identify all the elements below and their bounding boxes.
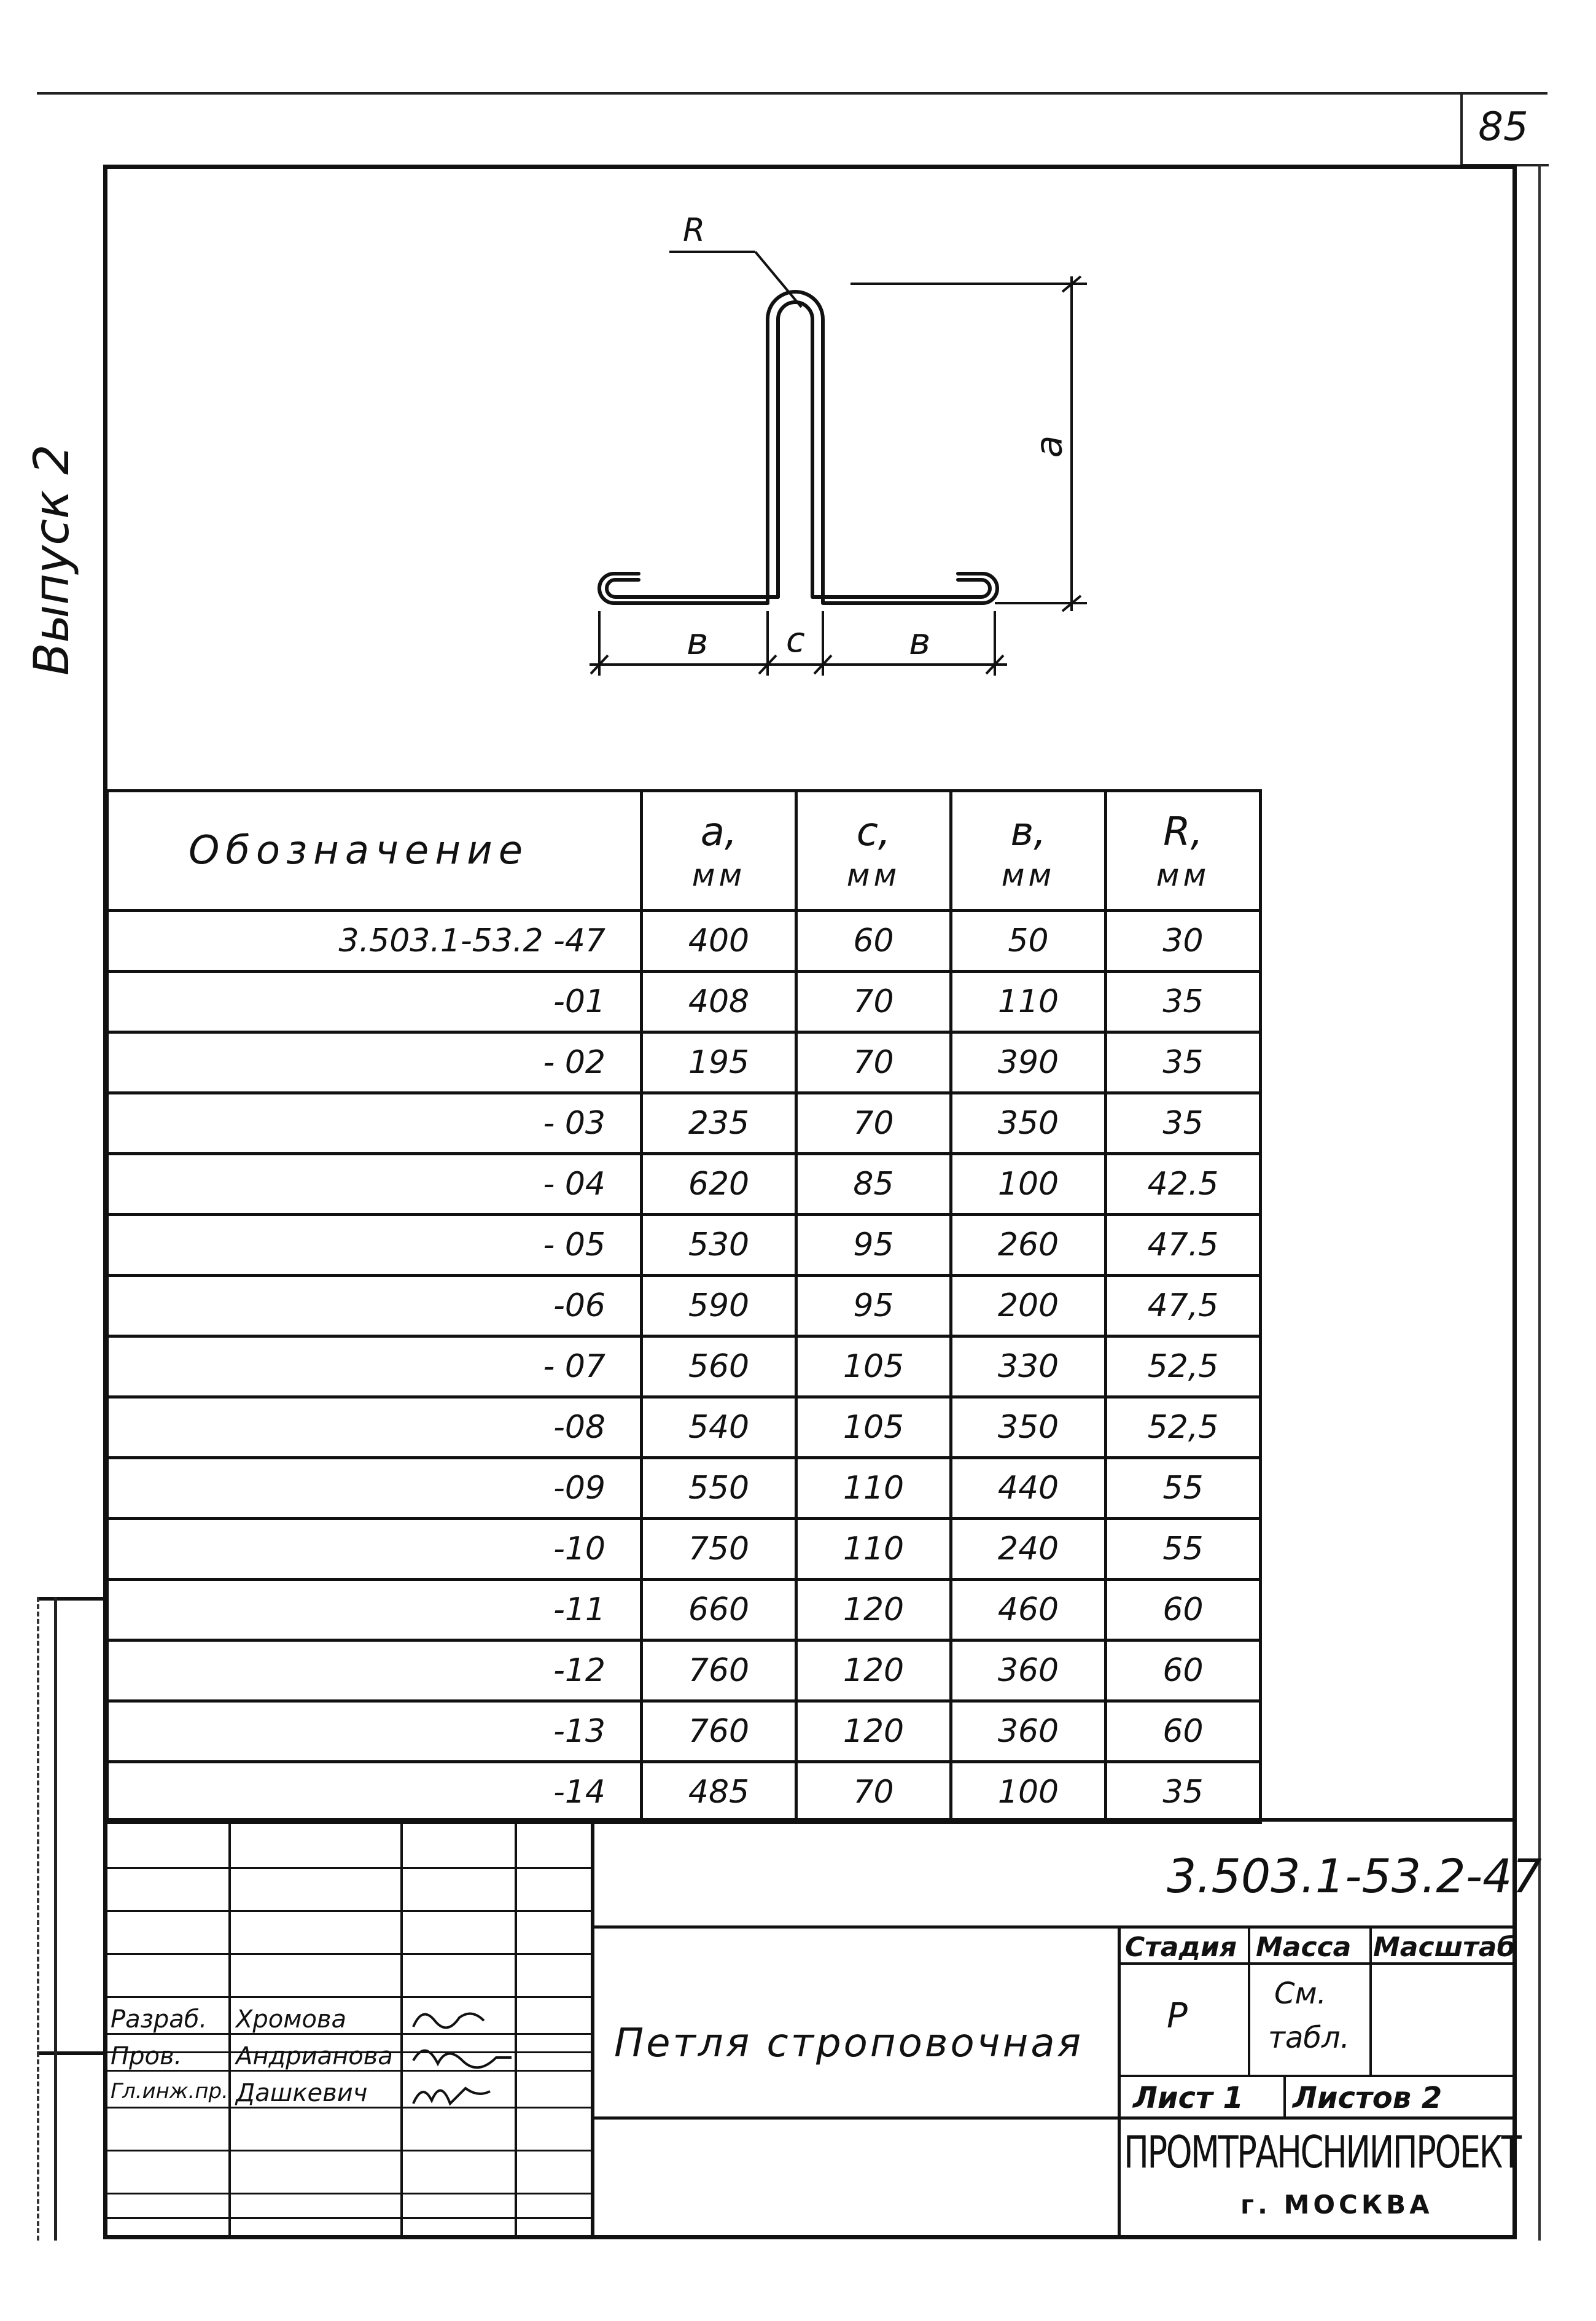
doc-code: 3.503.1-53.2-47 — [1167, 1849, 1542, 1903]
stage-value: Р — [1167, 1996, 1188, 2036]
cell-b: 390 — [951, 1032, 1106, 1093]
cell-designation: - 04 — [107, 1154, 642, 1215]
mass-value-line2: табл. — [1268, 2021, 1350, 2055]
header-b: в, мм — [951, 791, 1106, 911]
cell-designation: - 03 — [107, 1093, 642, 1154]
org-name: ПРОМТРАНСНИИПРОЕКТ — [1124, 2126, 1520, 2178]
cell-r: 55 — [1106, 1519, 1261, 1580]
cell-a: 550 — [642, 1458, 796, 1519]
cell-a: 530 — [642, 1215, 796, 1276]
cell-b: 100 — [951, 1762, 1106, 1823]
table-header-row — [107, 791, 1261, 911]
cell-b: 110 — [951, 972, 1106, 1032]
cell-r: 60 — [1106, 1580, 1261, 1640]
cell-c: 120 — [796, 1640, 951, 1701]
cell-a: 620 — [642, 1154, 796, 1215]
cell-designation: -10 — [107, 1519, 642, 1580]
sig-grid-line — [106, 1867, 592, 1869]
tb-col-scale — [1369, 1925, 1372, 2076]
signature-scribble — [410, 2002, 515, 2039]
doc-title: Петля строповочная — [614, 2021, 1084, 2066]
signature-name: Хромова — [236, 2005, 346, 2034]
label-leg-right: в — [909, 620, 931, 663]
sig-grid-line — [106, 1996, 592, 1998]
cell-b: 260 — [951, 1215, 1106, 1276]
sig-col-2 — [400, 1818, 403, 2239]
cell-c: 110 — [796, 1458, 951, 1519]
cell-c: 120 — [796, 1580, 951, 1640]
cell-c: 70 — [796, 1093, 951, 1154]
cell-c: 95 — [796, 1215, 951, 1276]
table-row — [107, 1336, 1261, 1397]
cell-b: 100 — [951, 1154, 1106, 1215]
cell-c: 70 — [796, 1032, 951, 1093]
cell-designation: -09 — [107, 1458, 642, 1519]
mass-value-line1: См. — [1274, 1976, 1326, 2011]
cell-a: 760 — [642, 1701, 796, 1762]
cell-b: 360 — [951, 1640, 1106, 1701]
cell-b: 360 — [951, 1701, 1106, 1762]
label-height: a — [1027, 435, 1071, 458]
table-row — [107, 1640, 1261, 1701]
cell-c: 110 — [796, 1519, 951, 1580]
table-row — [107, 1215, 1261, 1276]
cell-designation: - 02 — [107, 1032, 642, 1093]
sig-grid-line — [106, 2217, 592, 2219]
cell-a: 485 — [642, 1762, 796, 1823]
cell-r: 52,5 — [1106, 1397, 1261, 1458]
tb-col-mass — [1248, 1925, 1250, 2076]
table-row — [107, 972, 1261, 1032]
table-row — [107, 911, 1261, 972]
cell-b: 330 — [951, 1336, 1106, 1397]
tb-top-rule — [106, 1818, 1517, 1822]
sig-grid-line — [106, 2193, 592, 2194]
mass-label: Масса — [1256, 1932, 1352, 1963]
cell-r: 30 — [1106, 911, 1261, 972]
cell-designation: - 07 — [107, 1336, 642, 1397]
cell-a: 590 — [642, 1276, 796, 1336]
sig-grid-line — [106, 1953, 592, 1955]
cell-c: 105 — [796, 1397, 951, 1458]
table-row — [107, 1580, 1261, 1640]
cell-r: 35 — [1106, 1032, 1261, 1093]
signature-name: Андрианова — [236, 2042, 393, 2070]
loop-left-foot — [599, 574, 778, 603]
scale-label: Масштаб — [1373, 1932, 1516, 1963]
tb-main-divider — [591, 1818, 594, 2239]
cell-b: 350 — [951, 1093, 1106, 1154]
cell-designation: -01 — [107, 972, 642, 1032]
cell-c: 70 — [796, 972, 951, 1032]
tb-col-sheets — [1283, 2076, 1286, 2116]
signature-role: Пров. — [111, 2042, 182, 2070]
signature-role: Разраб. — [111, 2005, 208, 2034]
sheet-label: Лист 1 — [1133, 2081, 1244, 2115]
cell-r: 35 — [1106, 972, 1261, 1032]
table-row — [107, 1762, 1261, 1823]
cell-b: 50 — [951, 911, 1106, 972]
cell-c: 105 — [796, 1336, 951, 1397]
cell-r: 47,5 — [1106, 1276, 1261, 1336]
cell-r: 52,5 — [1106, 1336, 1261, 1397]
cell-c: 70 — [796, 1762, 951, 1823]
table-row — [107, 1093, 1261, 1154]
cell-c: 85 — [796, 1154, 951, 1215]
binding-strip-top — [37, 1597, 104, 1601]
tb-title-bottom — [591, 2116, 1517, 2120]
cell-b: 460 — [951, 1580, 1106, 1640]
cell-a: 750 — [642, 1519, 796, 1580]
loop-outer-contour — [768, 292, 997, 603]
lifting-loop-drawing — [0, 0, 1596, 798]
cell-designation: -13 — [107, 1701, 642, 1762]
cell-designation: -12 — [107, 1640, 642, 1701]
binding-strip-dashed — [37, 1597, 39, 2241]
header-c: с, мм — [796, 791, 951, 911]
cell-b: 350 — [951, 1397, 1106, 1458]
specification-table — [106, 789, 1262, 1824]
cell-r: 35 — [1106, 1093, 1261, 1154]
cell-r: 35 — [1106, 1762, 1261, 1823]
table-row — [107, 1519, 1261, 1580]
cell-a: 408 — [642, 972, 796, 1032]
sig-col-3 — [515, 1818, 517, 2239]
cell-b: 240 — [951, 1519, 1106, 1580]
cell-designation: 3.503.1-53.2 -47 — [107, 911, 642, 972]
label-leg-left: в — [687, 620, 709, 663]
signature-scribble — [410, 2076, 515, 2113]
cell-r: 60 — [1106, 1640, 1261, 1701]
cell-b: 200 — [951, 1276, 1106, 1336]
table-row — [107, 1458, 1261, 1519]
cell-a: 660 — [642, 1580, 796, 1640]
cell-a: 195 — [642, 1032, 796, 1093]
table-row — [107, 1154, 1261, 1215]
table-row — [107, 1276, 1261, 1336]
signature-name: Дашкевич — [236, 2079, 368, 2107]
sheet-number: 85 — [1478, 104, 1528, 150]
loop-inner-contour — [778, 302, 990, 597]
cell-r: 60 — [1106, 1701, 1261, 1762]
table-row — [107, 1032, 1261, 1093]
sig-grid-line — [106, 1910, 592, 1912]
label-radius: R — [683, 212, 706, 249]
cell-b: 440 — [951, 1458, 1106, 1519]
header-designation: Обозначение — [107, 791, 642, 911]
sheets-label: Листов 2 — [1293, 2081, 1442, 2115]
cell-designation: -08 — [107, 1397, 642, 1458]
cell-c: 95 — [796, 1276, 951, 1336]
cell-a: 760 — [642, 1640, 796, 1701]
table-row — [107, 1397, 1261, 1458]
sig-col-1 — [228, 1818, 231, 2239]
cell-c: 120 — [796, 1701, 951, 1762]
cell-c: 60 — [796, 911, 951, 972]
signature-scribble — [410, 2039, 515, 2076]
signature-role: Гл.инж.пр. — [111, 2079, 228, 2104]
table-row — [107, 1701, 1261, 1762]
cell-designation: - 05 — [107, 1215, 642, 1276]
cell-r: 47.5 — [1106, 1215, 1261, 1276]
cell-designation: -14 — [107, 1762, 642, 1823]
tb-stage-val-bottom — [1118, 2075, 1517, 2077]
stage-label: Стадия — [1125, 1932, 1237, 1963]
header-a: a, мм — [642, 791, 796, 911]
sig-grid-line — [106, 2150, 592, 2151]
cell-a: 540 — [642, 1397, 796, 1458]
cell-designation: -11 — [107, 1580, 642, 1640]
cell-r: 42.5 — [1106, 1154, 1261, 1215]
margin-label: Выпуск 2 — [25, 444, 80, 676]
org-city: г. МОСКВА — [1240, 2190, 1433, 2220]
label-gap: с — [786, 620, 805, 660]
cell-r: 55 — [1106, 1458, 1261, 1519]
tb-code-bottom — [591, 1925, 1517, 1929]
header-r: R, мм — [1106, 791, 1261, 911]
cell-a: 235 — [642, 1093, 796, 1154]
cell-a: 400 — [642, 911, 796, 972]
binding-strip-bottom — [37, 2051, 104, 2055]
cell-a: 560 — [642, 1336, 796, 1397]
binding-strip-line — [54, 1597, 57, 2241]
cell-designation: -06 — [107, 1276, 642, 1336]
tb-stage-divider — [1118, 1925, 1121, 2239]
